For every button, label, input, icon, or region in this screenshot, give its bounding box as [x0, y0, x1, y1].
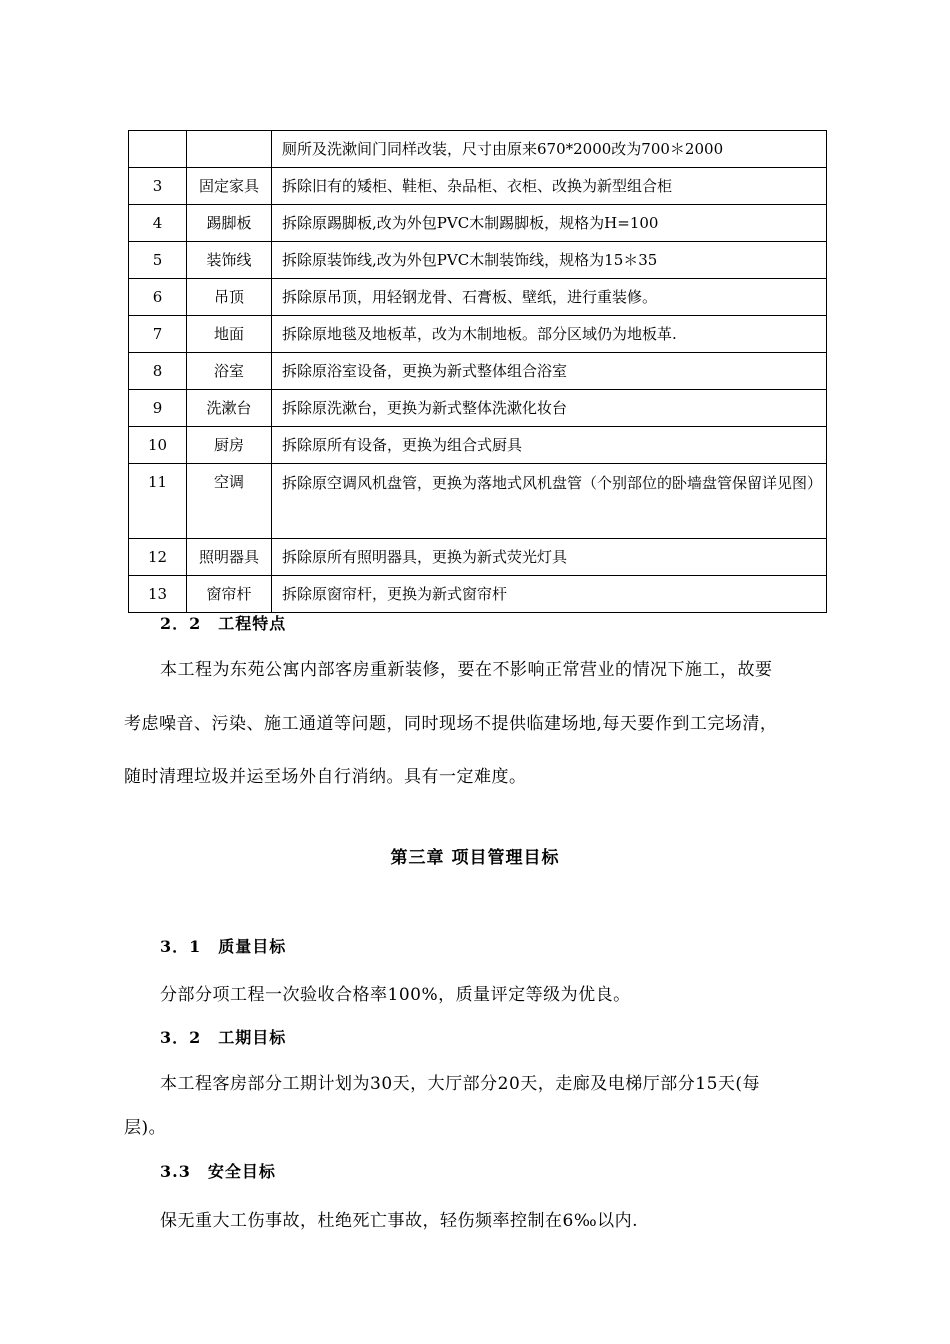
row-number	[129, 131, 187, 168]
row-description: 拆除原空调风机盘管，更换为落地式风机盘管（个别部位的卧墙盘管保留详见图）	[272, 464, 827, 539]
row-number: 8	[129, 353, 187, 390]
row-number: 6	[129, 279, 187, 316]
row-description: 拆除原浴室设备，更换为新式整体组合浴室	[272, 353, 827, 390]
row-number: 4	[129, 205, 187, 242]
row-description: 拆除原装饰线,改为外包PVC木制装饰线，规格为15＊35	[272, 242, 827, 279]
table-row	[129, 390, 827, 427]
section-heading-3-3: 3.3 安全目标	[160, 1162, 276, 1181]
row-description: 拆除原洗漱台，更换为新式整体洗漱化妆台	[272, 390, 827, 427]
paragraph-line: 本工程客房部分工期计划为30天，大厅部分20天，走廊及电梯厅部分15天(每	[160, 1074, 761, 1094]
row-number: 7	[129, 316, 187, 353]
row-number: 12	[129, 539, 187, 576]
row-item: 固定家具	[187, 168, 272, 205]
renovation-items-table	[128, 130, 827, 613]
paragraph-line: 本工程为东苑公寓内部客房重新装修，要在不影响正常营业的情况下施工，故要	[160, 660, 773, 680]
row-description: 拆除原地毯及地板革，改为木制地板。部分区域仍为地板革.	[272, 316, 827, 353]
row-description: 拆除原窗帘杆，更换为新式窗帘杆	[272, 576, 827, 613]
table-row	[129, 464, 827, 539]
row-item	[187, 131, 272, 168]
section-heading-2-2: 2．2 工程特点	[160, 614, 287, 633]
row-item: 浴室	[187, 353, 272, 390]
table-row	[129, 279, 827, 316]
section-heading-3-1: 3．1 质量目标	[160, 937, 287, 956]
row-description: 拆除旧有的矮柜、鞋柜、杂品柜、衣柜、改换为新型组合柜	[272, 168, 827, 205]
row-description: 拆除原所有照明器具，更换为新式荧光灯具	[272, 539, 827, 576]
row-item: 厨房	[187, 427, 272, 464]
row-number: 3	[129, 168, 187, 205]
row-number: 10	[129, 427, 187, 464]
row-item: 照明器具	[187, 539, 272, 576]
table-row	[129, 539, 827, 576]
row-item: 踢脚板	[187, 205, 272, 242]
row-item: 吊顶	[187, 279, 272, 316]
row-item: 装饰线	[187, 242, 272, 279]
row-description: 拆除原吊顶，用轻钢龙骨、石膏板、壁纸，进行重装修。	[272, 279, 827, 316]
row-item: 地面	[187, 316, 272, 353]
paragraph-line: 保无重大工伤事故，杜绝死亡事故，轻伤频率控制在6‰以内.	[160, 1211, 639, 1231]
paragraph-line: 随时清理垃圾并运至场外自行消纳。具有一定难度。	[124, 767, 527, 787]
paragraph-line: 考虑噪音、污染、施工通道等问题，同时现场不提供临建场地,每天要作到工完场清，	[124, 714, 778, 734]
table-row	[129, 427, 827, 464]
row-number: 9	[129, 390, 187, 427]
table-row	[129, 353, 827, 390]
table-row	[129, 168, 827, 205]
row-item: 洗漱台	[187, 390, 272, 427]
table-row	[129, 316, 827, 353]
row-description: 拆除原所有设备，更换为组合式厨具	[272, 427, 827, 464]
row-number: 5	[129, 242, 187, 279]
table-row	[129, 205, 827, 242]
chapter-title: 第三章 项目管理目标	[390, 848, 560, 868]
table-row	[129, 242, 827, 279]
section-heading-3-2: 3．2 工期目标	[160, 1028, 287, 1047]
paragraph-line: 层)。	[124, 1118, 167, 1138]
row-number: 13	[129, 576, 187, 613]
row-description: 拆除原踢脚板,改为外包PVC木制踢脚板，规格为H=100	[272, 205, 827, 242]
row-description: 厕所及洗漱间门同样改装，尺寸由原来670*2000改为700＊2000	[272, 131, 827, 168]
table-row	[129, 576, 827, 613]
row-item: 空调	[187, 464, 272, 539]
row-item: 窗帘杆	[187, 576, 272, 613]
row-number: 11	[129, 464, 187, 539]
paragraph-line: 分部分项工程一次验收合格率100%，质量评定等级为优良。	[160, 985, 631, 1005]
table-row	[129, 131, 827, 168]
